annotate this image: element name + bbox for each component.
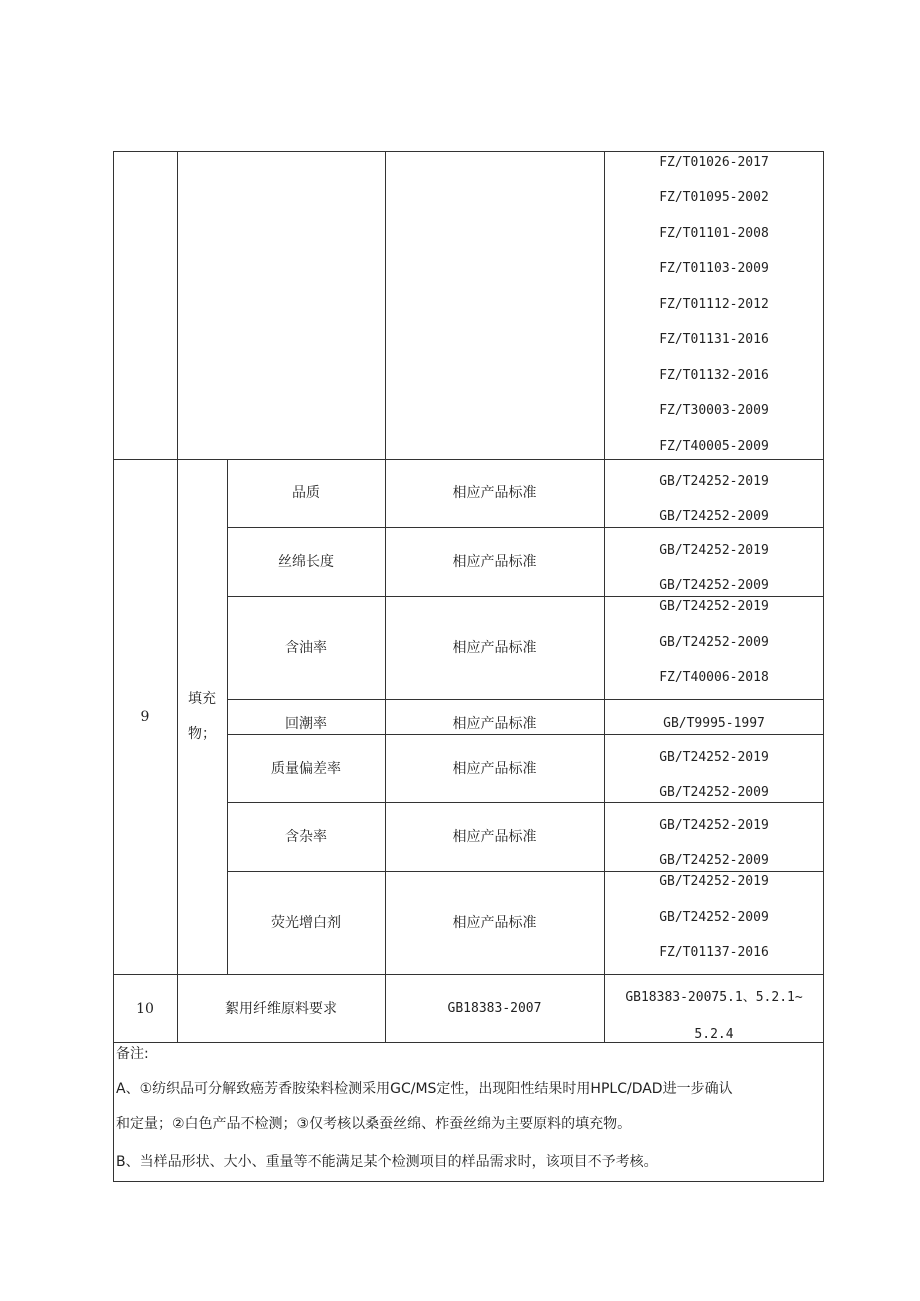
row-divider	[113, 459, 824, 460]
row-divider	[227, 527, 824, 528]
table-bottom-border	[113, 1181, 824, 1182]
item-name: 含油率	[285, 640, 327, 656]
standard-code: GB/T24252-2019	[659, 874, 769, 889]
row-divider	[227, 871, 824, 872]
item-name: 质量偏差率	[271, 761, 341, 777]
note-b: B、当样品形状、大小、重量等不能满足某个检测项目的样品需求时，该项目不予考核。	[116, 1154, 658, 1170]
standard-code: FZ/T01131-2016	[659, 332, 769, 347]
standard-code: FZ/T40005-2009	[659, 439, 769, 454]
row-index: 9	[140, 709, 150, 725]
category-label-line1: 填充	[188, 691, 216, 707]
item-requirement: 相应产品标准	[452, 829, 537, 845]
item-requirement: 相应产品标准	[452, 640, 537, 656]
item-requirement: 相应产品标准	[452, 554, 537, 570]
item-requirement: 相应产品标准	[452, 716, 537, 732]
col-divider	[385, 151, 386, 1042]
standard-code: GB/T24252-2009	[659, 910, 769, 925]
table-top-border	[113, 151, 824, 152]
note-a-line2: 和定量；②白色产品不检测；③仅考核以桑蚕丝绵、柞蚕丝绵为主要原料的填充物。	[116, 1116, 632, 1132]
standard-code: GB18383-20075.1、5.2.1~	[625, 990, 803, 1005]
row-index: 10	[136, 1001, 154, 1017]
row-divider	[227, 802, 824, 803]
note-a-line1: A、①纺织品可分解致癌芳香胺染料检测采用GC/MS定性，出现阳性结果时用HPLC/DAD进一步确认	[116, 1081, 733, 1097]
standard-code: GB/T24252-2019	[659, 750, 769, 765]
standard-code: 5.2.4	[694, 1027, 734, 1042]
item-name: 丝绵长度	[278, 554, 334, 570]
item-name: 品质	[292, 485, 320, 501]
standard-code: FZ/T40006-2018	[659, 670, 769, 685]
standard-code: GB/T9995-1997	[663, 716, 765, 731]
item-requirement: GB18383-2007	[447, 1001, 542, 1016]
standard-code: FZ/T01103-2009	[659, 261, 769, 276]
category-label-line2: 物；	[188, 726, 216, 742]
standard-code: FZ/T30003-2009	[659, 403, 769, 418]
item-requirement: 相应产品标准	[452, 761, 537, 777]
standard-code: FZ/T01101-2008	[659, 226, 769, 241]
standard-code: FZ/T01137-2016	[659, 945, 769, 960]
item-requirement: 相应产品标准	[452, 915, 537, 931]
standard-code: GB/T24252-2019	[659, 599, 769, 614]
row-divider	[227, 734, 824, 735]
col-divider	[177, 151, 178, 1042]
standard-code: GB/T24252-2019	[659, 474, 769, 489]
item-requirement: 相应产品标准	[452, 485, 537, 501]
standard-code: GB/T24252-2019	[659, 543, 769, 558]
row-divider	[227, 596, 824, 597]
standard-code: FZ/T01026-2017	[659, 155, 769, 170]
standard-code: GB/T24252-2009	[659, 853, 769, 868]
item-name: 絮用纤维原料要求	[225, 1001, 337, 1017]
standard-code: GB/T24252-2009	[659, 578, 769, 593]
item-name: 含杂率	[285, 829, 327, 845]
notes-title: 备注:	[116, 1046, 149, 1062]
standard-code: GB/T24252-2009	[659, 635, 769, 650]
item-name: 回潮率	[285, 716, 327, 732]
standard-code: FZ/T01132-2016	[659, 368, 769, 383]
standard-code: FZ/T01112-2012	[659, 297, 769, 312]
standard-code: GB/T24252-2009	[659, 509, 769, 524]
standard-code: FZ/T01095-2002	[659, 190, 769, 205]
item-name: 荧光增白剂	[271, 915, 341, 931]
table-left-border	[113, 151, 114, 1182]
standard-code: GB/T24252-2019	[659, 818, 769, 833]
row-divider	[227, 699, 824, 700]
standard-code: GB/T24252-2009	[659, 785, 769, 800]
row-divider	[113, 974, 824, 975]
